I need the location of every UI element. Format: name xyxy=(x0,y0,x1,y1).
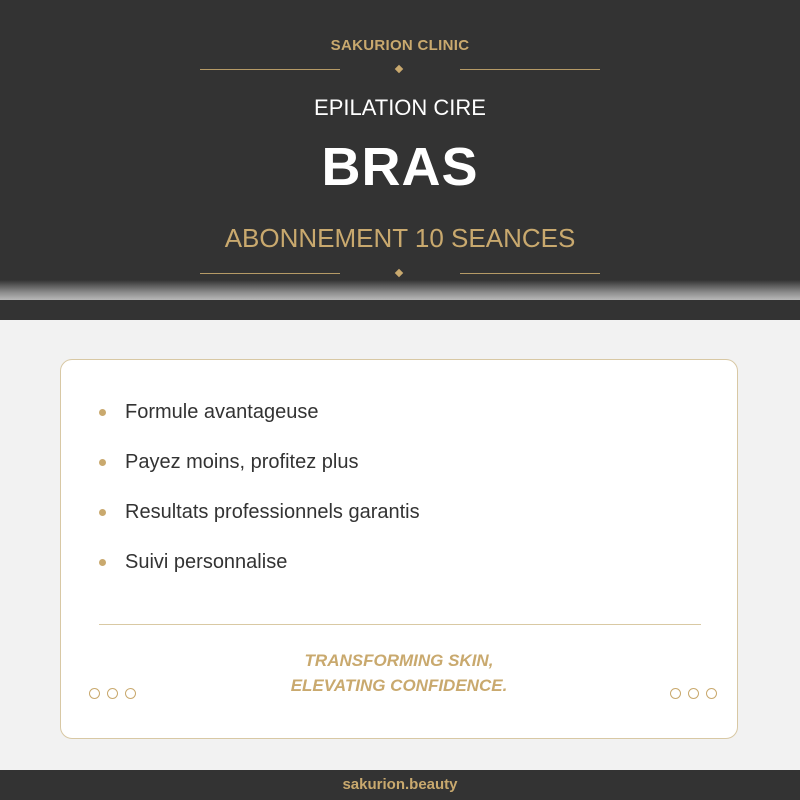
tagline-line-2: ELEVATING CONFIDENCE. xyxy=(290,676,508,695)
bullet-icon xyxy=(99,559,106,566)
circle-icon xyxy=(688,688,699,699)
circle-icon xyxy=(670,688,681,699)
feature-text: Resultats professionnels garantis xyxy=(125,500,420,523)
bullet-icon xyxy=(99,459,106,466)
list-item xyxy=(99,500,420,524)
features-card xyxy=(60,359,738,739)
header-banner xyxy=(0,0,800,320)
top-divider xyxy=(200,65,600,75)
tagline xyxy=(61,648,737,698)
clinic-name: SAKURION CLINIC xyxy=(330,37,470,54)
service-title: BRAS xyxy=(321,137,479,197)
service-subtitle: EPILATION CIRE xyxy=(314,95,486,120)
header-bottom-band xyxy=(0,300,800,320)
offer-label: ABONNEMENT 10 SEANCES xyxy=(224,223,576,253)
tagline-line-1: TRANSFORMING SKIN, xyxy=(304,651,494,670)
circle-icon xyxy=(706,688,717,699)
feature-text: Payez moins, profitez plus xyxy=(125,450,359,473)
list-item xyxy=(99,400,318,424)
diamond-icon xyxy=(395,269,403,277)
website-link[interactable]: sakurion.beauty xyxy=(342,776,458,793)
card-divider xyxy=(99,624,701,625)
circle-icon xyxy=(125,688,136,699)
divider-line-right xyxy=(460,273,600,274)
header-gradient xyxy=(0,280,800,300)
footer-bar xyxy=(0,770,800,800)
circle-icon xyxy=(89,688,100,699)
circle-icon xyxy=(107,688,118,699)
list-item xyxy=(99,450,358,474)
divider-line-left xyxy=(200,273,340,274)
bullet-icon xyxy=(99,509,106,516)
diamond-icon xyxy=(395,65,403,73)
divider-line-right xyxy=(460,69,600,70)
bullet-icon xyxy=(99,409,106,416)
divider-line-left xyxy=(200,69,340,70)
feature-text: Suivi personnalise xyxy=(125,550,288,573)
decorative-dots-left xyxy=(89,688,136,699)
bottom-divider xyxy=(200,269,600,279)
list-item xyxy=(99,550,287,574)
decorative-dots-right xyxy=(670,688,717,699)
feature-text: Formule avantageuse xyxy=(125,400,319,423)
